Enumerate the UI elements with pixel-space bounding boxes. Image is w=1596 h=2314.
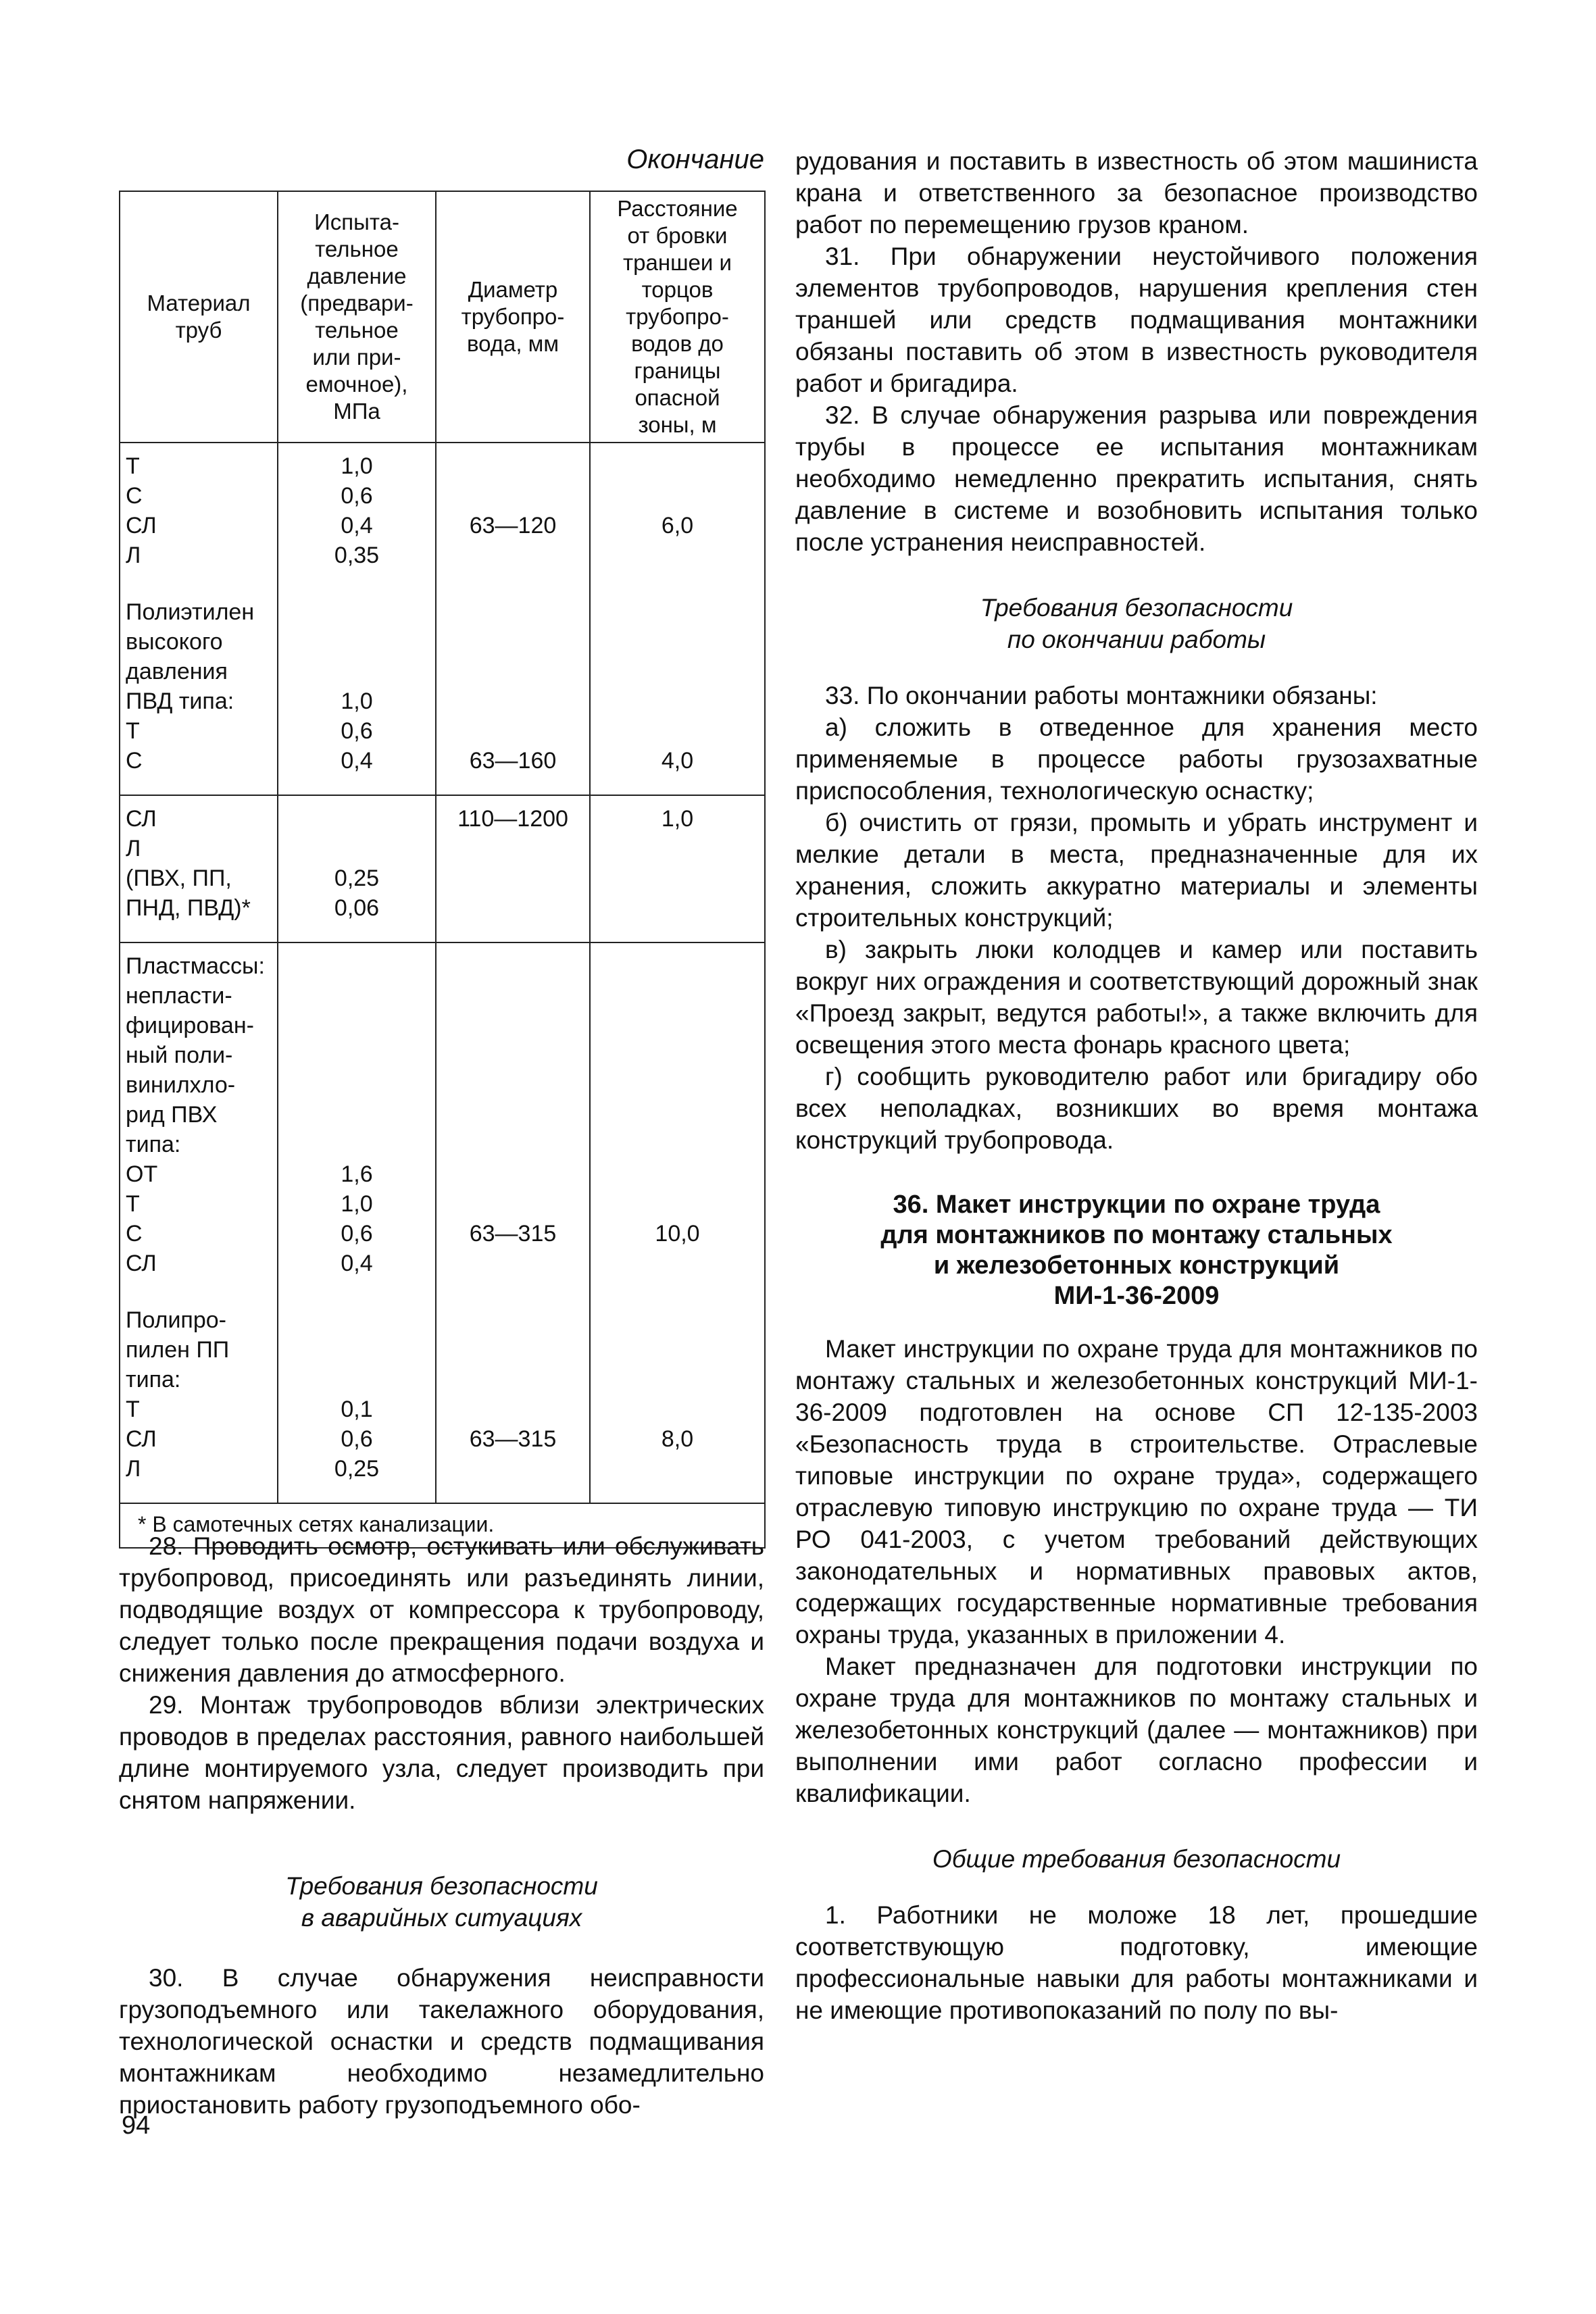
heading-general-requirements: Общие требования безопасности	[932, 1845, 1341, 1873]
material-line: Л	[126, 836, 141, 861]
heading-emergency-line2: в аварийных ситуациях	[301, 1904, 582, 1932]
pressure-line: 0,4	[341, 513, 373, 538]
material-line: Полиэтилен	[126, 599, 255, 625]
paragraph-32: 32. В случае обнаружения разрыва или повреждения трубы в процессе ее испытания монтажникам необходимо немедленно прекратить испытания, снять давление в системе и возобновить испытания только после устранения неисправностей.	[795, 401, 1478, 556]
pressure-line: 0,6	[341, 1221, 373, 1247]
table-caption: Окончание	[626, 145, 764, 174]
material-line: ПНД, ПВД)*	[126, 895, 251, 921]
cell-distance: 6,0	[590, 443, 765, 589]
cell-pressure	[278, 443, 436, 589]
header-line: (предвари-	[300, 291, 414, 316]
material-line: Т	[126, 1397, 140, 1422]
paragraph-30: 30. В случае обнаружения неисправности грузоподъемного или такелажного оборудования, технологической оснастки и средств подмащивания монтажникам необходимо незамедлительно приостановить работу грузоподъемного обо-	[119, 1964, 764, 2119]
material-line: фицирован-	[126, 1013, 254, 1038]
table-footnote: * В самотечных сетях канализации.	[120, 1503, 765, 1548]
cell-distance: 4,0	[590, 589, 765, 795]
header-line: вода, мм	[466, 331, 559, 356]
header-line: Испыта-	[314, 209, 399, 234]
paragraph-30-continued: рудования и поставить в известность об этом машиниста крана и ответственного за безопасное производство работ по перемещению грузов краном.	[795, 147, 1478, 238]
paragraph-31: 31. При обнаружении неустойчивого положения элементов трубопроводов, нарушения крепления стен траншей или средств подмащивания монтажники обязаны поставить об этом в известность руководителя работ и бригадира.	[795, 243, 1478, 397]
material-line: типа:	[126, 1367, 181, 1392]
table-row	[120, 795, 765, 942]
paragraph-33b: б) очистить от грязи, промыть и убрать инструмент и мелкие детали в места, предназначенные для их хранения, сложить аккуратно материалы и элементы строительных конструкций;	[795, 809, 1478, 932]
material-line: давления	[126, 659, 228, 684]
header-line: трубопро-	[626, 304, 729, 329]
header-distance	[590, 191, 765, 443]
header-line: труб	[175, 318, 222, 343]
paragraph-33a: а) сложить в отведенное для хранения место применяемые в процессе работы грузозахватные приспособления, технологическую оснастку;	[795, 713, 1478, 805]
heading-emergency-line1: Требования безопасности	[285, 1872, 598, 1900]
table-header-row	[120, 191, 765, 443]
header-line: давление	[307, 263, 407, 288]
header-line: или при-	[312, 345, 401, 370]
header-line: тельное	[315, 318, 399, 343]
header-line: Материал	[147, 291, 251, 316]
material-line: Т	[126, 718, 140, 744]
header-line: от бровки	[627, 223, 728, 248]
cell-pressure	[278, 942, 436, 1297]
cell-pressure	[278, 795, 436, 942]
pressure-line: 0,25	[334, 865, 380, 891]
paragraph-1: 1. Работники не моложе 18 лет, прошедшие соответствующую подготовку, имеющие профессиональные навыки для работы монтажниками и не имеющие противопоказаний по полу по вы-	[795, 1901, 1478, 2024]
table-row	[120, 589, 765, 795]
material-line: С	[126, 748, 143, 774]
material-line: ОТ	[126, 1161, 158, 1187]
header-test-pressure	[278, 191, 436, 443]
paragraph-28: 28. Проводить осмотр, остукивать или обслуживать трубопровод, присоединять или разъединять линии, подводящие воздух от компрессора к трубопроводу, следует только после прекращения подачи воздуха и снижения давления до атмосферного.	[119, 1532, 764, 1687]
material-line: (ПВХ, ПП,	[126, 865, 232, 891]
material-line: Т	[126, 1191, 140, 1217]
material-line: СЛ	[126, 1251, 157, 1276]
material-line: винилхло-	[126, 1072, 236, 1098]
header-line: торцов	[641, 277, 714, 302]
pressure-line: 0,35	[334, 543, 380, 568]
pressure-line: 0,4	[341, 748, 373, 774]
cell-diameter: 110—1200	[436, 795, 590, 942]
cell-material	[120, 942, 278, 1297]
section-title-line1: 36. Макет инструкции по охране труда	[893, 1190, 1380, 1219]
material-line: Полипро-	[126, 1307, 226, 1333]
cell-material	[120, 795, 278, 942]
cell-distance: 10,0	[590, 942, 765, 1297]
table-row	[120, 942, 765, 1297]
intro-paragraph-1: Макет инструкции по охране труда для монтажников по монтажу стальных и железобетонных конструкций МИ-1-36-2009 подготовлен на основе СП 12-135-2003 «Безопасность труда в строительстве. Отраслевые типовые инструкции по охране труда», содержащего отраслевую типовую инструкцию по охране труда — ТИ РО 041-2003, с учетом требований действующих законодательных и нормативных правовых актов, содержащих государственные нормативные требования охраны труда, указанных в приложении 4.	[795, 1335, 1478, 1649]
intro-paragraph-2: Макет предназначен для подготовки инструкции по охране труда для монтажников по монтажу стальных и железобетонных конструкций (далее — монтажников) при выполнении ими работ согласно профессии и квалификации.	[795, 1653, 1478, 1807]
pressure-line: 0,25	[334, 1456, 380, 1482]
pressure-line: 0,6	[341, 483, 373, 509]
table-row	[120, 1297, 765, 1503]
header-line: границы	[634, 358, 721, 383]
header-line: зоны, м	[638, 412, 717, 437]
material-line: пилен ПП	[126, 1337, 230, 1363]
cell-diameter: 63—315	[436, 1297, 590, 1503]
cell-pressure	[278, 589, 436, 795]
pressure-line: 0,6	[341, 1426, 373, 1452]
paragraph-33c: в) закрыть люки колодцев и камер или поставить вокруг них ограждения и соответствующий дорожный знак «Проезд закрыт, ведутся работы!», а также включить для освещения этого места фонарь красного цвета;	[795, 936, 1478, 1059]
material-line: Л	[126, 1456, 141, 1482]
header-line: трубопро-	[461, 304, 565, 329]
pipe-safety-table	[119, 191, 766, 1549]
page-number: 94	[122, 2111, 151, 2140]
table-row	[120, 443, 765, 589]
pressure-line: 1,0	[341, 688, 373, 714]
heading-end-line2: по окончании работы	[1007, 626, 1266, 653]
section-title-line4: МИ-1-36-2009	[1053, 1282, 1220, 1310]
material-line: С	[126, 1221, 143, 1247]
table-body	[120, 443, 765, 1503]
cell-pressure	[278, 1297, 436, 1503]
left-body-text	[119, 1530, 764, 2121]
heading-end-line1: Требования безопасности	[980, 594, 1293, 622]
cell-material	[120, 443, 278, 589]
material-line: С	[126, 483, 143, 509]
cell-diameter: 63—315	[436, 942, 590, 1297]
header-line: МПа	[333, 399, 380, 424]
material-line: рид ПВХ	[126, 1102, 218, 1128]
material-line: ный поли-	[126, 1042, 233, 1068]
header-line: Диаметр	[468, 277, 558, 302]
cell-material	[120, 1297, 278, 1503]
paragraph-33: 33. По окончании работы монтажники обязаны:	[825, 682, 1378, 709]
section-title-line2: для монтажников по монтажу стальных	[880, 1221, 1393, 1249]
right-body-text	[795, 145, 1478, 2026]
material-line: СЛ	[126, 1426, 157, 1452]
material-line: СЛ	[126, 513, 157, 538]
header-material	[120, 191, 278, 443]
material-line: Пластмассы:	[126, 953, 265, 979]
cell-distance: 8,0	[590, 1297, 765, 1503]
header-line: водов до	[631, 331, 724, 356]
cell-material	[120, 589, 278, 795]
material-line: СЛ	[126, 806, 157, 832]
pressure-line: 1,0	[341, 453, 373, 479]
header-line: опасной	[634, 385, 720, 410]
pressure-line: 0,6	[341, 718, 373, 744]
material-line: типа:	[126, 1132, 181, 1157]
paragraph-29: 29. Монтаж трубопроводов вблизи электрических проводов в пределах расстояния, равного наибольшей длине монтируемого узла, следует производить при снятом напряжении.	[119, 1691, 764, 1814]
cell-diameter: 63—120	[436, 443, 590, 589]
header-diameter	[436, 191, 590, 443]
header-line: Расстояние	[617, 196, 738, 221]
material-line: Л	[126, 543, 141, 568]
header-line: траншеи и	[623, 250, 732, 275]
cell-distance: 1,0	[590, 795, 765, 942]
paragraph-33d: г) сообщить руководителю работ или бригадиру обо всех неполадках, возникших во время монтажа конструкций трубопровода.	[795, 1063, 1478, 1154]
cell-diameter: 63—160	[436, 589, 590, 795]
pressure-line: 1,6	[341, 1161, 373, 1187]
section-title-line3: и железобетонных конструкций	[933, 1251, 1340, 1280]
pressure-line: 1,0	[341, 1191, 373, 1217]
pressure-line: 0,1	[341, 1397, 373, 1422]
pressure-line: 0,4	[341, 1251, 373, 1276]
material-line: ПВД типа:	[126, 688, 234, 714]
header-line: тельное	[315, 236, 399, 261]
header-line: емочное),	[305, 372, 408, 397]
pressure-line: 0,06	[334, 895, 380, 921]
material-line: Т	[126, 453, 140, 479]
material-line: высокого	[126, 629, 223, 655]
material-line: непласти-	[126, 983, 232, 1009]
